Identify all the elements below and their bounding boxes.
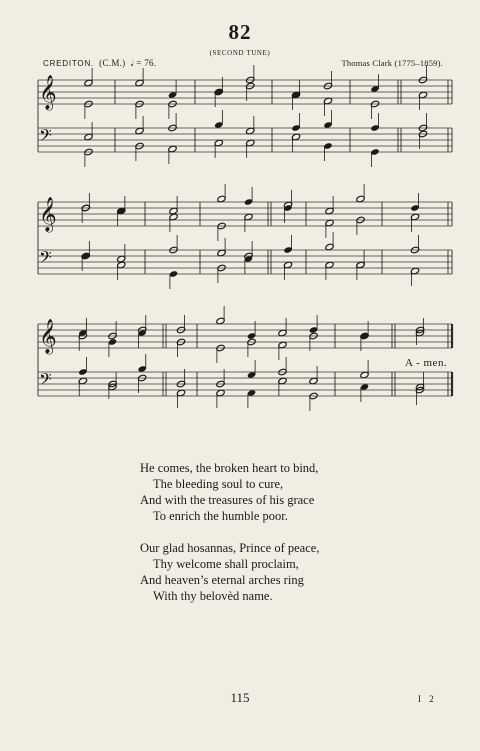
printer-signature: I 2 (418, 694, 437, 704)
tune-meter: (C.M.) (99, 58, 126, 68)
bass-clef-icon: 𝄢 (39, 125, 52, 149)
amen-label: A - men. (405, 357, 448, 369)
hymn-verses (140, 460, 319, 620)
verse-line: And with the treasures of his grace (140, 493, 315, 507)
verse-line: The bleeding soul to cure, (153, 477, 284, 491)
hymn-number: 82 (228, 20, 252, 44)
verse-line: He comes, the broken heart to bind, (140, 461, 319, 475)
page-number: 115 (230, 690, 250, 705)
verse-line: To enrich the humble poor. (153, 509, 288, 523)
bass-clef-icon: 𝄢 (39, 247, 52, 271)
tune-subtitle: (SECOND TUNE) (209, 49, 271, 57)
tune-info (43, 58, 156, 69)
treble-clef-icon: 𝄞 (39, 319, 57, 354)
verse (140, 540, 319, 604)
verse-line: Thy welcome shall proclaim, (153, 557, 299, 571)
music-system (0, 320, 480, 420)
composer-credit: Thomas Clark (1775–1859). (341, 58, 443, 68)
verse-line: And heaven’s eternal arches ring (140, 573, 304, 587)
verse-line: With thy belovèd name. (153, 589, 273, 603)
verse (140, 460, 319, 524)
treble-clef-icon: 𝄞 (39, 75, 57, 110)
music-system (0, 198, 480, 298)
treble-clef-icon: 𝄞 (39, 197, 57, 232)
tune-tempo: 𝅗𝅥 = 76. (130, 58, 157, 68)
music-system (0, 76, 480, 176)
tune-name: CREDITON. (43, 59, 95, 68)
bass-clef-icon: 𝄢 (39, 369, 52, 393)
verse-line: Our glad hosannas, Prince of peace, (140, 541, 320, 555)
